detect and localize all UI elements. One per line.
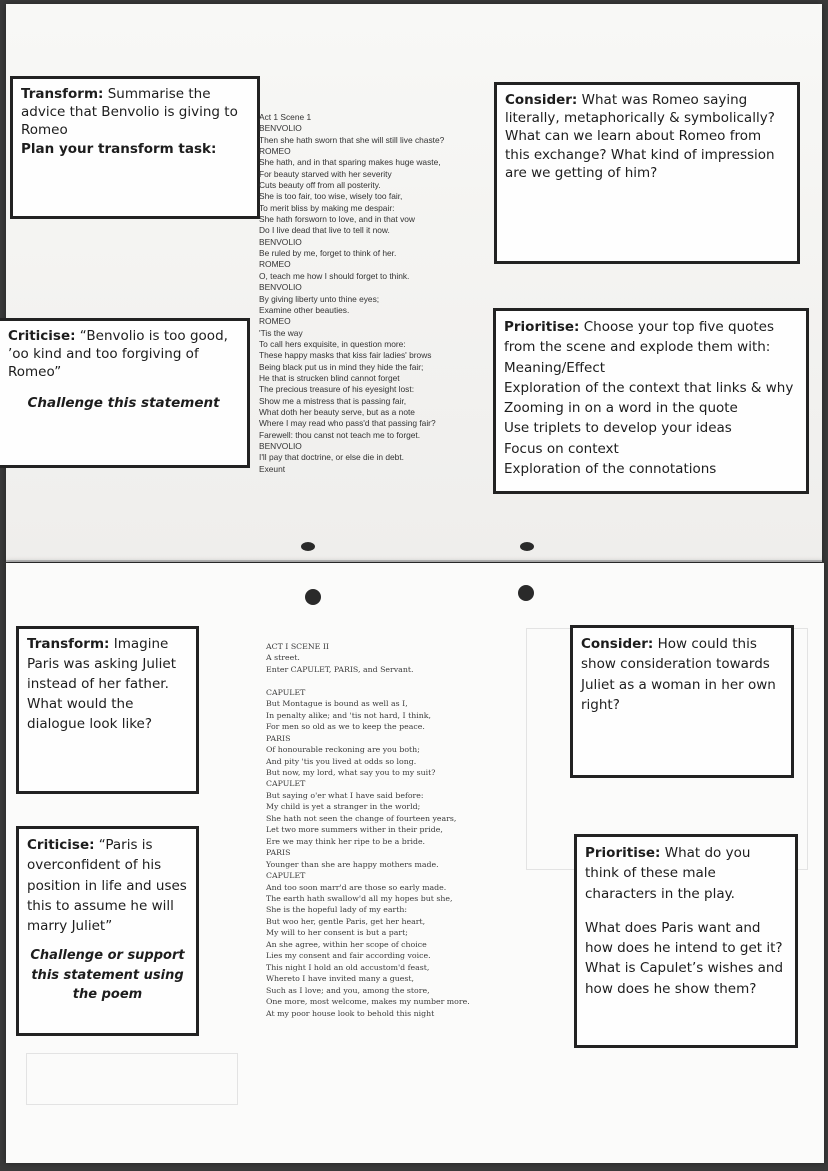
punch-hole bbox=[301, 542, 315, 551]
script-line: But saying o'er what I have said before: bbox=[266, 790, 424, 800]
script-line: This night I hold an old accustom'd feast, bbox=[266, 962, 430, 972]
script-line: Enter CAPULET, PARIS, and Servant. bbox=[266, 664, 414, 674]
script-line: But now, my lord, what say you to my suit? bbox=[266, 767, 436, 777]
script-line: Lies my consent and fair according voice. bbox=[266, 951, 431, 961]
script-line: Farewell: thou canst not teach me to forget. bbox=[259, 429, 421, 440]
script-line: To call hers exquisite, in question more: bbox=[259, 338, 406, 349]
script-line: ROMEO bbox=[259, 259, 291, 270]
script-line: PARIS bbox=[266, 848, 291, 858]
consider-text: What was Romeo saying literally, metaphorically & symbolically? What can we learn about Romeo from this exchange? What kind of impression are we getting of him? bbox=[505, 92, 775, 181]
script-line: She is too fair, too wise, wisely too fair, bbox=[259, 191, 403, 202]
consider-text: How could this show consideration towards Juliet as a woman in her own right? bbox=[581, 636, 776, 713]
punch-hole bbox=[518, 585, 534, 601]
script-line: BENVOLIO bbox=[259, 236, 302, 247]
script-line: Such as I love; and you, among the store, bbox=[266, 985, 430, 995]
prioritise-label: Prioritise: bbox=[504, 319, 580, 335]
criticise-quote: “Paris is overconfident of his position in life and uses this to assume he will marry Juliet” bbox=[27, 837, 187, 934]
script-line: ROMEO bbox=[259, 146, 291, 157]
script-line bbox=[266, 675, 496, 686]
script-line: Let two more summers wither in their pride, bbox=[266, 825, 443, 835]
criticise-quote: “Benvolio is too good, ’oo kind and too forgiving of Romeo” bbox=[8, 328, 228, 381]
script-line: Do I live dead that live to tell it now. bbox=[259, 225, 390, 236]
script-line: Being black put us in mind they hide the fair; bbox=[259, 361, 424, 372]
script-excerpt-top bbox=[259, 112, 491, 475]
script-line: Act 1 Scene 1 bbox=[259, 112, 312, 122]
prioritise-line: Exploration of the connotations bbox=[504, 460, 717, 477]
script-line: For men so old as we to keep the peace. bbox=[266, 722, 425, 732]
criticise-label: Criticise: bbox=[27, 837, 95, 853]
script-line: Cuts beauty off from all posterity. bbox=[259, 180, 381, 191]
script-line: ROMEO bbox=[259, 316, 291, 327]
script-line: One more, most welcome, makes my number more. bbox=[266, 997, 470, 1007]
script-line: He that is strucken blind cannot forget bbox=[259, 372, 400, 383]
script-line: BENVOLIO bbox=[259, 123, 302, 134]
script-line: Younger than she are happy mothers made. bbox=[266, 859, 439, 869]
prioritise-text: What do you think of these male characters in the play. bbox=[585, 845, 751, 902]
script-line: And too soon marr'd are those so early made. bbox=[266, 882, 447, 892]
script-line: PARIS bbox=[266, 733, 291, 743]
script-line: She hath forsworn to love, and in that vow bbox=[259, 214, 415, 225]
criticise-challenge: Challenge or support this statement using the poem bbox=[30, 948, 185, 1003]
transform-label: Transform: bbox=[27, 636, 110, 652]
script-line: CAPULET bbox=[266, 687, 306, 697]
script-line: In penalty alike; and 'tis not hard, I think, bbox=[266, 710, 431, 720]
consider-box-top bbox=[494, 82, 800, 264]
script-line: BENVOLIO bbox=[259, 440, 302, 451]
criticise-box-top bbox=[0, 318, 250, 468]
script-line: I'll pay that doctrine, or else die in debt. bbox=[259, 452, 404, 463]
script-line: She hath, and in that sparing makes huge waste, bbox=[259, 157, 441, 168]
script-line: My will to her consent is but a part; bbox=[266, 928, 408, 938]
script-line: Show me a mistress that is passing fair, bbox=[259, 395, 407, 406]
transform-text: Imagine Paris was asking Juliet instead of her father. What would the dialogue look like? bbox=[27, 636, 177, 732]
prioritise-line: Focus on context bbox=[504, 440, 619, 457]
prioritise-box-top bbox=[493, 308, 809, 494]
script-line: She hath not seen the change of fourteen years, bbox=[266, 813, 457, 823]
punch-hole bbox=[305, 589, 321, 605]
prioritise-line: Meaning/Effect bbox=[504, 359, 606, 376]
script-line: Where I may read who pass'd that passing fair? bbox=[259, 418, 436, 429]
transform-plan: Plan your transform task: bbox=[21, 140, 217, 157]
script-line: CAPULET bbox=[266, 779, 306, 789]
script-line: My child is yet a stranger in the world; bbox=[266, 802, 421, 812]
script-line: 'Tis the way bbox=[259, 327, 303, 338]
script-line: A street. bbox=[266, 653, 300, 663]
script-line: What doth her beauty serve, but as a note bbox=[259, 406, 415, 417]
script-line: Exeunt bbox=[259, 463, 286, 474]
script-line: The earth hath swallow'd all my hopes but she, bbox=[266, 893, 453, 903]
transform-label: Transform: bbox=[21, 86, 104, 102]
consider-label: Consider: bbox=[581, 636, 654, 652]
prioritise-line: Zooming in on a word in the quote bbox=[504, 400, 738, 416]
prioritise-label: Prioritise: bbox=[585, 845, 661, 861]
script-line: At my poor house look to behold this night bbox=[266, 1008, 435, 1018]
prioritise-line: Exploration of the context that links & why bbox=[504, 379, 794, 396]
script-line: O, teach me how I should forget to think. bbox=[259, 270, 410, 281]
consider-label: Consider: bbox=[505, 92, 578, 108]
script-line: And pity 'tis you lived at odds so long. bbox=[266, 756, 417, 766]
transform-text: Summarise the advice that Benvolio is giving to Romeo bbox=[21, 86, 238, 139]
transform-box-bottom bbox=[16, 626, 199, 794]
script-line: Be ruled by me, forget to think of her. bbox=[259, 248, 397, 259]
script-line: But woo her, gentle Paris, get her heart, bbox=[266, 916, 426, 926]
script-line: Examine other beauties. bbox=[259, 304, 350, 315]
criticise-box-bottom bbox=[16, 826, 199, 1036]
consider-box-bottom bbox=[570, 625, 794, 778]
script-line: But Montague is bound as well as I, bbox=[266, 699, 408, 709]
script-line: ACT I SCENE II bbox=[266, 642, 329, 651]
prioritise-line: Choose your top five quotes from the scene and explode them with: bbox=[504, 319, 775, 356]
script-line: For beauty starved with her severity bbox=[259, 168, 392, 179]
script-line: Then she hath sworn that she will still live chaste? bbox=[259, 134, 445, 145]
prioritise-box-bottom bbox=[574, 834, 798, 1048]
script-excerpt-bottom bbox=[266, 641, 496, 1019]
script-line: BENVOLIO bbox=[259, 282, 302, 293]
punch-hole bbox=[520, 542, 534, 551]
script-line: Ere we may think her ripe to be a bride. bbox=[266, 836, 426, 846]
prioritise-line: Use triplets to develop your ideas bbox=[504, 420, 732, 437]
faded-box bbox=[26, 1053, 238, 1105]
script-line: These happy masks that kiss fair ladies' brows bbox=[259, 350, 432, 361]
criticise-label: Criticise: bbox=[8, 328, 76, 344]
script-line: An she agree, within her scope of choice bbox=[266, 939, 427, 949]
script-line: By giving liberty unto thine eyes; bbox=[259, 293, 380, 304]
script-line: To merit bliss by making me despair: bbox=[259, 202, 395, 213]
script-line: CAPULET bbox=[266, 871, 306, 881]
criticise-challenge: Challenge this statement bbox=[27, 394, 220, 411]
script-line: She is the hopeful lady of my earth: bbox=[266, 905, 407, 915]
script-line: Of honourable reckoning are you both; bbox=[266, 745, 420, 755]
script-line: The precious treasure of his eyesight lost: bbox=[259, 384, 415, 395]
script-line: Whereto I have invited many a guest, bbox=[266, 974, 414, 984]
transform-box-top bbox=[10, 76, 260, 219]
prioritise-questions: What does Paris want and how does he intend to get it? What is Capulet’s wishes and how does he show them? bbox=[585, 919, 784, 997]
